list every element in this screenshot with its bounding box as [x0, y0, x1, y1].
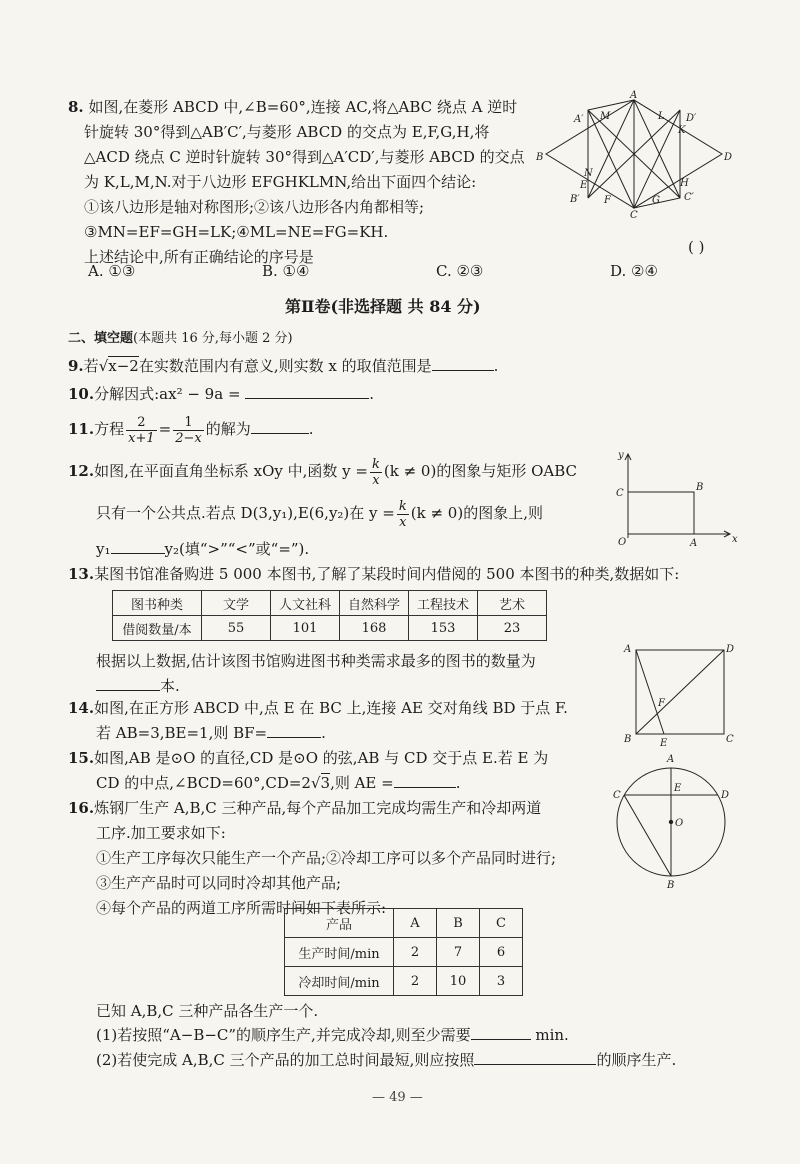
q14-label-A: A	[624, 644, 632, 655]
q12-line2: 只有一个公共点.若点 D(3,y₁),E(6,y₂)在 y = $\frac{k}{x}$ (k ≠ 0)的图象上,则	[96, 498, 543, 530]
q14-line2: 若 AB=3,BE=1,则 BF= .	[96, 724, 326, 742]
q14-answer-blank[interactable]	[267, 722, 321, 738]
q12-label-B: B	[696, 482, 704, 493]
q15-label-B: B	[667, 880, 675, 891]
q16-line4: ③生产产品时可以同时冷却其他产品;	[96, 874, 342, 892]
q15-line1: 15.如图,AB 是⊙O 的直径,CD 是⊙O 的弦,AB 与 CD 交于点 E.若 E 为	[68, 749, 549, 767]
q16-line2: 工序.加工要求如下:	[96, 824, 226, 842]
q12-label-A: A	[690, 538, 698, 549]
q15-label-A: A	[667, 754, 675, 765]
q15-line2: CD 的中点,∠BCD=60°,CD=2√3,则 AE = .	[96, 774, 461, 792]
q8-answer-paren: ( )	[688, 238, 705, 256]
q14-label-C: C	[726, 734, 734, 745]
q8-line1: 8. 如图,在菱形 ABCD 中,∠B=60°,连接 AC,将△ABC 绕点 A 逆时	[68, 98, 518, 116]
q12-answer-blank[interactable]	[111, 538, 165, 554]
q13-line2: 根据以上数据,估计该图书馆购进图书种类需求最多的图书的数量为	[96, 652, 536, 670]
q9-answer-blank[interactable]	[432, 355, 494, 371]
q8-line3: △ACD 绕点 C 逆时针旋转 30°得到△A′CD′,与菱形 ABCD 的交点	[84, 148, 525, 166]
q16-line6: 已知 A,B,C 三种产品各生产一个.	[96, 1002, 319, 1020]
q13-table-header-row: 图书种类 文学 人文社科 自然科学 工程技术 艺术	[113, 591, 547, 616]
q8-label-G: G	[652, 195, 660, 206]
q14-label-B: B	[624, 734, 632, 745]
q15-label-D: D	[721, 790, 730, 801]
q8-label-K: K	[678, 125, 686, 136]
q15-answer-blank[interactable]	[394, 772, 456, 788]
q16-part2-answer-blank[interactable]	[474, 1049, 596, 1065]
q12-label-y: y	[618, 450, 624, 461]
q8-label-L: L	[658, 111, 665, 122]
q8-line5: ①该八边形是轴对称图形;②该八边形各内角都相等;	[84, 198, 425, 216]
q9: 9.若√x−2在实数范围内有意义,则实数 x 的取值范围是 .	[68, 357, 499, 375]
q12-line3: y₁ y₂(填“>”“<”或“=”).	[96, 540, 310, 558]
q8-label-H: H	[680, 178, 689, 189]
q8-label-F: F	[604, 195, 611, 206]
q14-line1: 14.如图,在正方形 ABCD 中,点 E 在 BC 上,连接 AE 交对角线 BD 于点 F.	[68, 699, 568, 717]
q16-line8: (2)若使完成 A,B,C 三个产品的加工总时间最短,则应按照 的顺序生产.	[96, 1051, 677, 1069]
q8-label-E: E	[580, 180, 588, 191]
q8-label-D: D	[724, 152, 733, 163]
q8-line7: 上述结论中,所有正确结论的序号是	[84, 248, 314, 266]
q12-label-O: O	[618, 537, 627, 548]
q8-line4: 为 K,L,M,N.对于八边形 EFGHKLMN,给出下面四个结论:	[84, 173, 477, 191]
q13-line3: 本.	[96, 675, 180, 697]
q14-label-D: D	[726, 644, 735, 655]
q11-answer-blank[interactable]	[251, 418, 309, 434]
q14-label-E: E	[660, 738, 668, 749]
q15-label-E: E	[674, 783, 682, 794]
q12-rectangle-figure	[610, 448, 740, 548]
q10-answer-blank[interactable]	[245, 383, 369, 399]
q13-line1: 13.某图书馆准备购进 5 000 本图书,了解了某段时间内借阅的 500 本图书的种类,数据如下:	[68, 565, 680, 583]
q8-label-B-prime: B′	[570, 194, 580, 205]
q8-label-A-prime: A′	[574, 114, 584, 125]
q8-label-C: C	[630, 210, 638, 221]
q8-line2: 针旋转 30°得到△AB′C′,与菱形 ABCD 的交点为 E,F,G,H,将	[84, 123, 490, 141]
q10: 10.分解因式:ax² − 9a = .	[68, 385, 375, 403]
q12-label-C: C	[616, 488, 624, 499]
section-2-heading: 二、填空题(本题共 16 分,每小题 2 分)	[68, 331, 293, 346]
q15-label-C: C	[613, 790, 621, 801]
q16-part1-answer-blank[interactable]	[471, 1024, 531, 1040]
q14-label-F: F	[658, 698, 665, 709]
q15-label-O: O	[675, 818, 684, 829]
q11: 11.方程 $\frac{2}{x+1}$ = $\frac{1}{2-x}$ 的解为 .	[68, 414, 314, 446]
q13-table-value-row: 借阅数量/本 55 101 168 153 23	[113, 616, 547, 641]
q16-table-row: 冷却时间/min 2 10 3	[285, 967, 523, 996]
q8-option-a: A. ①③	[88, 262, 136, 280]
q16-line5: ④每个产品的两道工序所需时间如下表所示:	[96, 899, 387, 917]
section-2-title: 第Ⅱ卷(非选择题 共 84 分)	[285, 297, 481, 316]
q13-table	[112, 590, 547, 641]
q8-label-A: A	[630, 90, 638, 101]
q16-line3: ①生产工序每次只能生产一个产品;②冷却工序可以多个产品同时进行;	[96, 849, 557, 867]
q8-label-M: M	[600, 111, 611, 122]
q8-option-b: B. ①④	[262, 262, 310, 280]
q8-option-c: C. ②③	[436, 262, 484, 280]
q8-option-d: D. ②④	[610, 262, 658, 280]
q12-label-x: x	[732, 534, 738, 545]
q16-line7: (1)若按照“A−B−C”的顺序生产,并完成冷却,则至少需要 min.	[96, 1026, 569, 1044]
q15-circle-figure	[605, 752, 740, 892]
q16-table-header-row: 产品 A B C	[285, 909, 523, 938]
q8-label-D-prime: D′	[686, 113, 697, 124]
q16-table-row: 生产时间/min 2 7 6	[285, 938, 523, 967]
q12-line1: 12.如图,在平面直角坐标系 xOy 中,函数 y = $\frac{k}{x}$ (k ≠ 0)的图象与矩形 OABC	[68, 456, 578, 488]
q14-square-figure	[622, 642, 742, 749]
q13-answer-blank[interactable]	[96, 675, 160, 691]
page-number: — 49 —	[372, 1090, 423, 1105]
q8-label-C-prime: C′	[684, 192, 694, 203]
q8-rhombus-figure	[530, 92, 740, 220]
q16-line1: 16.炼钢厂生产 A,B,C 三种产品,每个产品加工完成均需生产和冷却两道	[68, 799, 542, 817]
q8-label-B: B	[536, 152, 544, 163]
q8-label-N: N	[584, 168, 593, 179]
q8-line6: ③MN=EF=GH=LK;④ML=NE=FG=KH.	[84, 223, 389, 241]
q16-table	[284, 908, 523, 996]
